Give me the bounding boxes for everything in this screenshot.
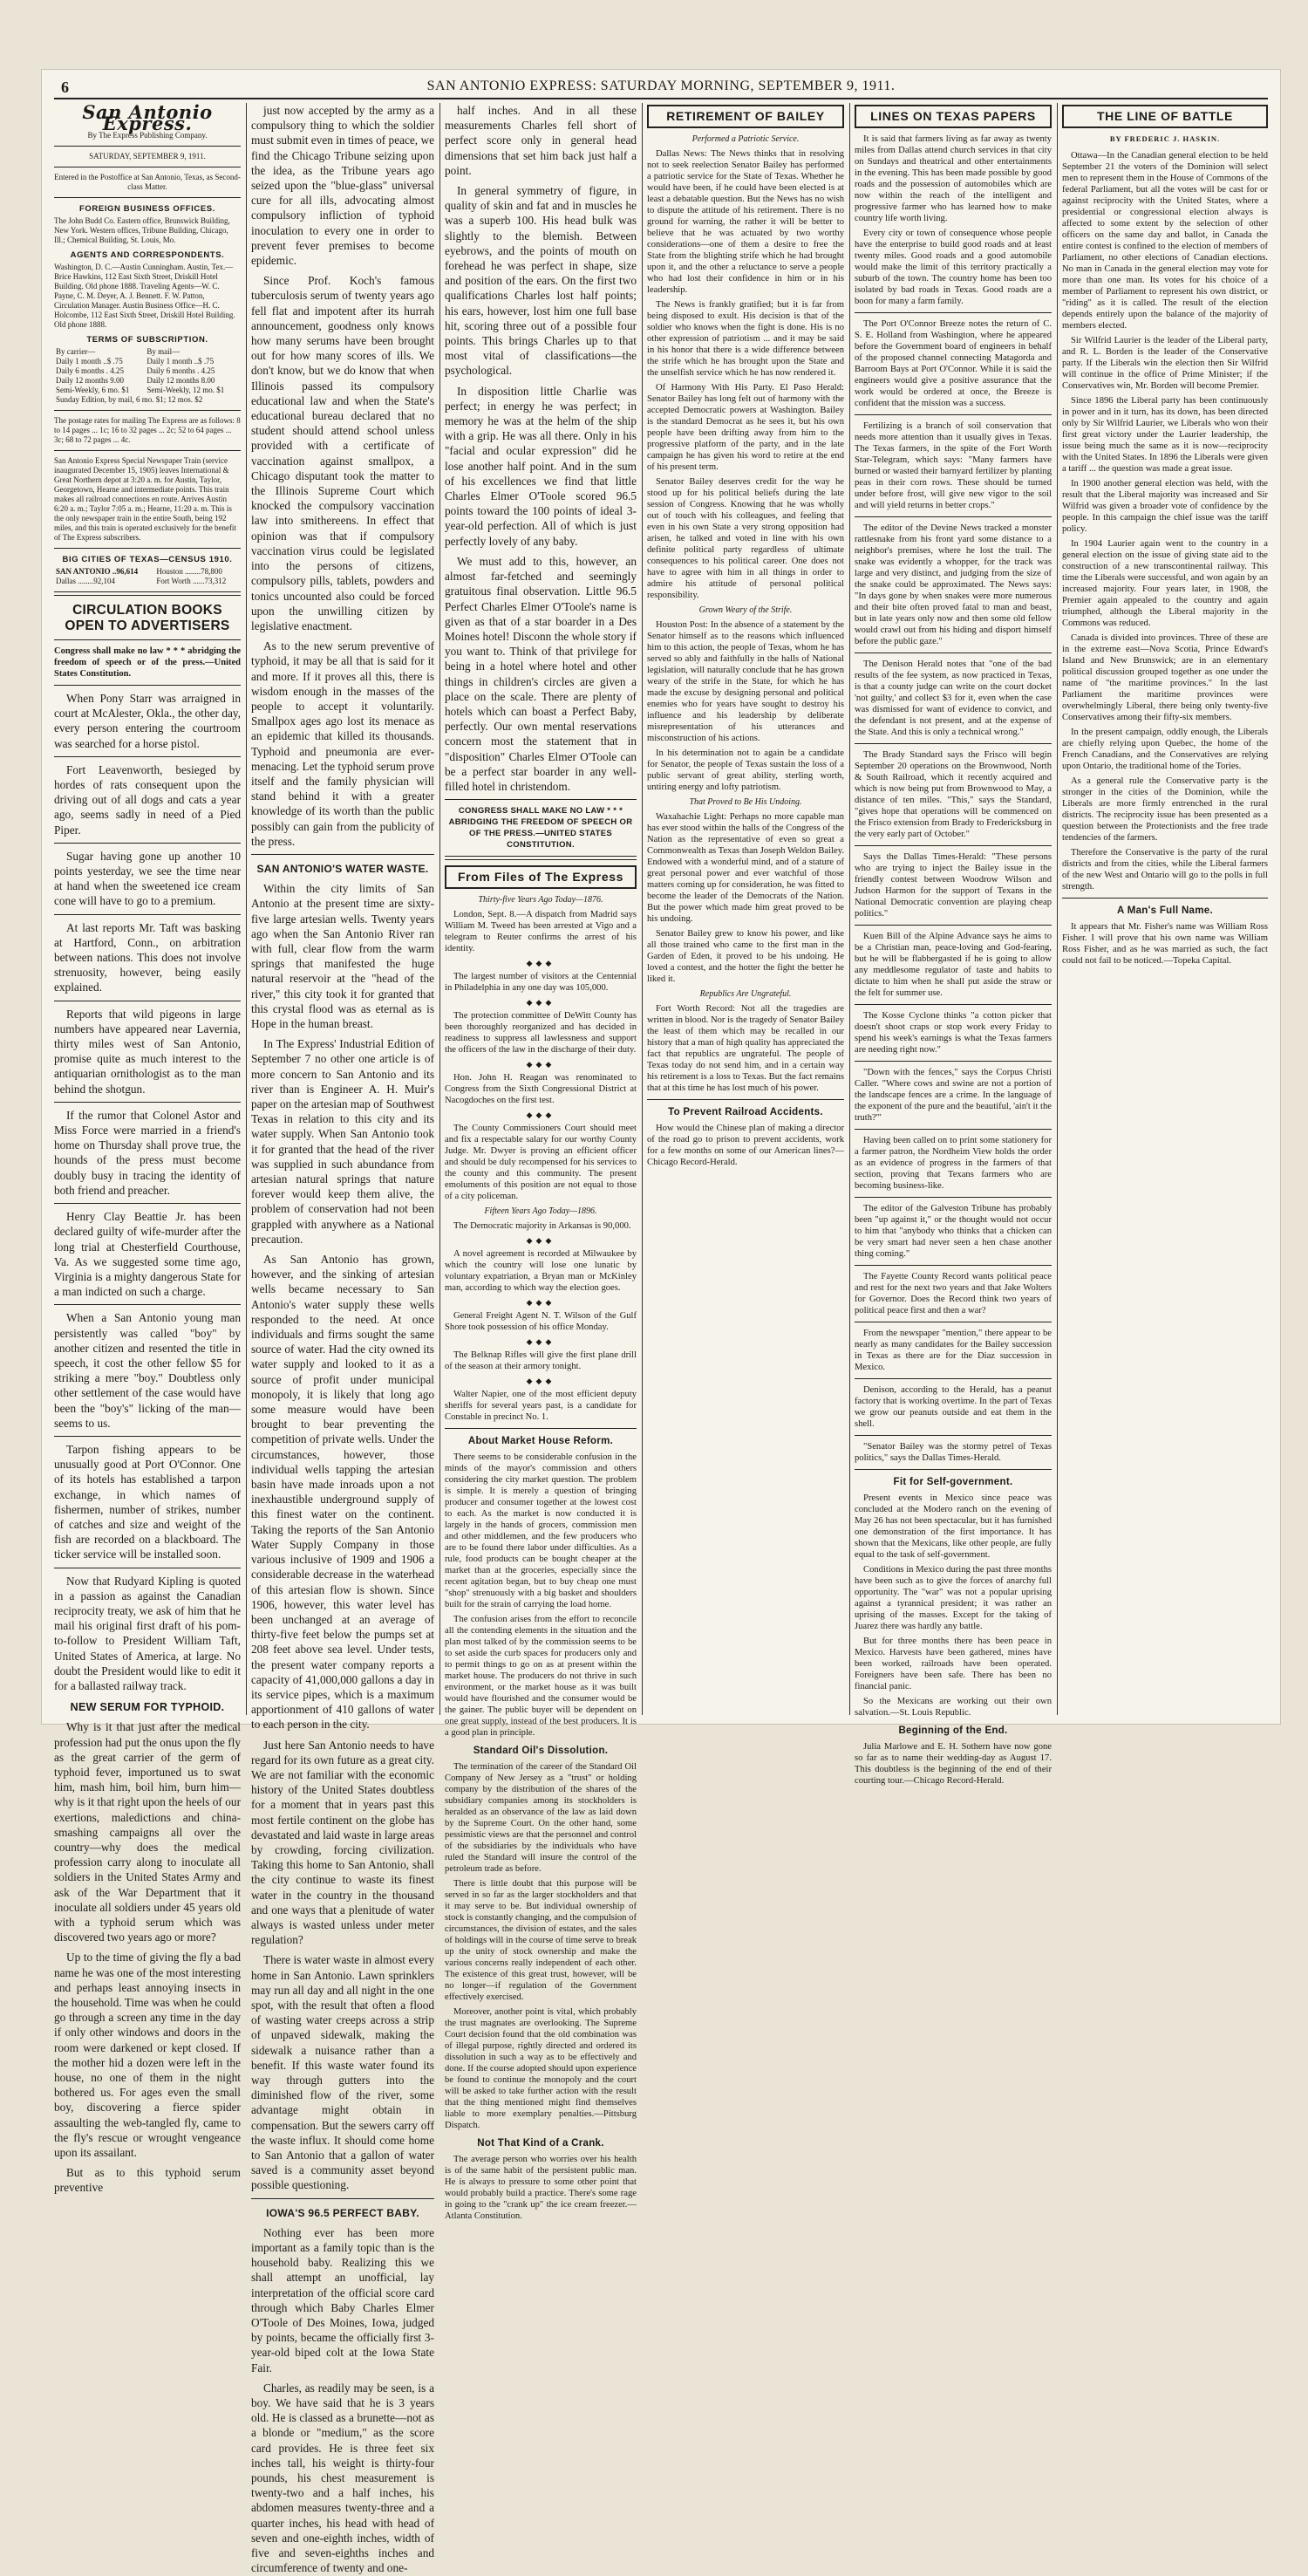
census-heading: BIG CITIES OF TEXAS—CENSUS 1910. — [62, 555, 233, 564]
page-number: 6 — [61, 79, 70, 96]
running-head — [54, 79, 1268, 99]
column-3: half inches. And in all these measurements Charles fell short of perfect score only in general head dimensions that set him back just half a point. In general symmetry of figure, in quality of skin and fat and in muscles he was a superb 100. His head bulk was slightly to the blemish. Between eyebrows, and the points of mouth on forehead he was perfect in shape, size and position of the ears. On the first two qualifications Charles lost half points; his ears, however, lost him one full base hit, scoring three out of a possible four points. This brings Charles up to that most vital of classifications—the psychological. In disposition little Charlie was perfect; in energy he was perfect; in memory he was at the helm of the ship with a grip. He was all there. Only in his "facial and ocular expression" did he lose another half point. And in the sum of his excellences we find that little Charles Elmer O'Toole scored 96.5 points toward the 100 points of ideal 3-year-old perfection. All of which is just perfectly lovely of any baby. We must add to this, however, an almost far-fetched and seemingly gratuitous final observation. Little 96.5 Perfect Charles Elmer O'Toole's name is given as that of a star boarder in a Des Moines hotel! Disconn the whole story if you want to. Think of that privilege for being in a hotel where hotel and other things in children's circles are given a place on the scale. There are plenty of hotels which can boast a Perfect Baby, perfectly. Our own mental reservations concern most the statement that in "disposition" Charles Elmer O'Toole can be a perfect star boarder in any well-filled hotel in christendom. CONGRESS SHALL MAKE NO LAW * * * ABRIDGING THE FREEDOM OF SPEECH OR OF THE PRESS.—UNITED STATES CONSTITUTION. From Files of The Express Thirty-five Years Ago Today—1876. London, Sept. 8.—A dispatch from Madrid says William M. Tweed has been arrested at Vigo and a telegram to Reuter confirms the arrest of his identity. ◆◆◆ The largest number of visitors at the Centennial in Philadelphia in any one day was 105,000. ◆◆◆ The protection committee of DeWitt County has been thoroughly reorganized and has decided in readiness to suppress all lawlessness and support the officers of the law in the discharge of their duty. ◆◆◆ Hon. John H. Reagan was renominated to Congress from the Sixth Congressional District at Nacogdoches on the first test. ◆◆◆ The County Commissioners Court should meet and fix a respectable salary for our worthy County Judge. Mr. Dwyer is proving an efficient officer and should be duly recompensed for his services to the county and this community. The present emoluments of this position are not equal to those of a city policeman. Fifteen Years Ago Today—1896. The Democratic majority in Arkansas is 90,000. ◆◆◆ A novel agreement is recorded at Milwaukee by which the country will lose one lunatic by voluntary expatriation, a Bryan man or McKinley man, according to which way the election goes. ◆◆◆ General Freight Agent N. T. Wilson of the Gulf Shore took possession of his office Monday. ◆◆◆ The Belknap Rifles will give the first plane drill of the season at their armory tonight. ◆◆◆ Walter Napier, one of the most efficient deputy sheriffs for several years past, is a candidate for Constable in precinct No. 1. About Market House Reform. There seems to be considerable confusion in the minds of the mayor's commission and others considering the city market question. The problem is simple. It is merely a question of bringing producer and consumer together at the lowest cost to each. As the market is now conducted it is largely in the hands of grocers, commission men and other middlemen, and the few producers who are to be found there labor under difficulties. As a rule, food products can be bought cheaper at the market than at the groceries, especially since the recent agitation began, but to buy cheap one must "shop" strenuously with a big basket and shoulders built for the strain of carrying the load home. The confusion arises from the effort to reconcile all the contending elements in the situation and the plan most talked of by the commission seems to be to set aside the curb spaces for producers only and to permit things to go on as at present within the market house. The producers do not thrive in such environment, or the market house as it was built would have flourished and the consumer would be the gainer. The public buyer will be dependent on one great supply, instead of the best producers. It is a good plan in principle. Standard Oil's Dissolution. The termination of the career of the Standard Oil Company of New Jersey as a "trust" or holding company by the distribution of the shares of the subsidiary companies among its stockholders is heralded as an observance of the law as laid down by the Supreme Court. On the other hand, some pessimistic views are that the personnel and control of the subsidiaries by the individuals who have ruled the Standard will insure the control of the petroleum trade as before. There is little doubt that this purpose will be served in so far as the larger stockholders and that it may serve to be. But individual ownership of stock is constantly changing, and the compulsion of circumstances, the division of estates, and the sales of holdings will in the course of time serve to break up the unity of stock ownership and make the various concerns really independent of each other. The existence of this great trust, however, will be no longer—if regulation of the Government effectively exercised. Moreover, another point is vital, which probably the trust magnates are overlooking. The Supreme Court decision found that the old combination was of illegal purpose, rightly directed and ordered its dissolution in such a way as to be effectively and done. If the course adopted should upon experience be found to continue the monopoly and the court will be asked to take further action with the result that the thing mentioned might find themselves liable to more exemplary penalties.—Pittsburg Dispatch. Not That Kind of a Crank. The average person who worries over his health is of the same habit of the persistent public man. He is always to pressure to some other point that would probably build a practice. There's some rage in going to the "crank up" the ice cream freezer.—Atlanta Constitution. — [445, 104, 637, 2222]
market-reform-heading: About Market House Reform. — [467, 1436, 614, 1447]
self-government-heading: Fit for Self-government. — [893, 1477, 1013, 1487]
table-row: Daily 1 month ..$ .75 Daily 1 month ..$ .75 — [56, 357, 215, 366]
editorial-paragraphs: When Pony Starr was arraigned in court at McAlester, Okla., the other day, every person entering the courtroom was searched for a horse pistol. Fort Leavenworth, besieged by hordes of rats consequent upon the driving out of all dogs and cats a year ago, seems sadly in need of a Pied Piper. Sugar having gone up another 10 points yesterday, we see the time near at hand when the sweetened ice cream cone will have to go to a premium. At last reports Mr. Taft was basking at Hartford, Conn., on arbitration between nations. This does not involve strenuosity, however, being easily explained. Reports that wild pigeons in large numbers have appeared near Lavernia, thirty miles west of San Antonio, promise quite as much interest to the antiquarian ornithologist as to the man behind the shotgun. If the rumor that Colonel Astor and Miss Force were married in a friend's home on Thursday shall prove true, the hounds of the press must become doubly busy in tracing the identity of both friend and preacher. Henry Clay Beattie Jr. has been declared guilty of wife-murder after the long trial at Chesterfield Courthouse, Va. As we suggested some time ago, Virginia is a mighty dangerous State for a man indicted on such a charge. When a San Antonio young man persistently was called "boy" by another citizen and resented the title in speech, it cost the other fellow $5 for striking a mere "boy." Doubtless only other settlement of the case would have been the "boy's" licking of the man—seems to us. Tarpon fishing appears to be unusually good at Port O'Connor. One of its hotels has established a tarpon exchange, in which names of fishermen, number of strikes, number of catches and size and weight of the fish are recorded on a blackboard. The ticker service will be installed soon. Now that Rudyard Kipling is quoted in a passion as against the Canadian reciprocity treaty, we ask of him that he mail his original first draft of his pom-to-follow to President William Taft, United States of America, at large. No doubt the President would like to edit it for a ballasted railway track. NEW SERUM FOR TYPHOID. Why is it that just after the medical profession had put the onus upon the fly as the great carrier of the germ of typhoid fever, importuned us to swat him, mash him, boil him, burn him—why is it that right upon the heels of our exertions, maledictions and china-smashing campaigns all over the country—why does the medical profession carry along to inoculate all soldiers in the United States Army and ask of the War Department that it inoculate all soldiers under 45 years old with a typhoid serum which was discovered two years ago or more? Up to the time of giving the fly a bad name he was one of the most interesting and perhaps least annoying insects in the household. Time was when he could go through a screen any time in the day if only other windows and doors in the room were darkened or kept closed. If the mother hid a dozen were left in the house, no one of them in the night bothered us. For ages even the small boy, discovering a fierce spider assaulting the web-tangled fly, came to the fly's rescue or wrought vengeance upon its assailant. But as to this typhoid serum preventive — [54, 692, 241, 2195]
agents-heading: AGENTS AND CORRESPONDENTS. — [70, 250, 225, 260]
column-5: LINES ON TEXAS PAPERS It is said that farmers living as far away as twenty miles from Dallas attend church services in that city on Sundays and theatrical and other entertainments in the evening. This has been made possible by good roads and the possession of automobiles which are now within the reach of the intelligent and progressive farmer who has learned how to make country life worth living. Every city or town of consequence whose people have the enterprise to build good roads and at least twenty miles. Good roads and a good automobile would make the limit of this territory practically a suburb of the town. The country home has been too isolated by bad roads in Texas. Good roads are a boon for many a farm family. The Port O'Connor Breeze notes the return of C. S. E. Holland from Washington, where he appeared before the Government board of engineers in behalf of the proposed channel connecting Matagorda and Barroom Bays at Port O'Connor. While it is said the engineers would give a positive assurance that the work would be ordered at once, the Breeze is confident that the mission was a success. Fertilizing is a branch of soil conservation that needs more attention than it usually gives in Texas. The Texas farmers, in the spite of the Fort Worth Star-Telegram, which says: "Many farmers have burned or wasted their barnyard fertilizer by planting peas in their corn rows. These should be turned under before frost, will give new vigor to the soil and will yield returns in better crops." The editor of the Devine News tracked a monster rattlesnake from his front yard some distance to a neighbor's premises, where he lost the trail. The snake was evidently a whopper, for the track was large and very distinct, and judging from the size of the snake could be approximated. The News says: "In days gone by when snakes were more numerous and their bite often proved fatal to man and beast, but in late years only now and then some old fellow would crawl out from his hiding and disport himself before the public gaze." The Denison Herald notes that "one of the bad results of the fee system, as now practiced in Texas, is that a county judge can write on the court docket 'not guilty,' and collect $3 for it, even when the case was dismissed for want of evidence to convict, and the defendant is not present, and at the expense of the State. And this is only a technical wrong." The Brady Standard says the Frisco will begin September 20 operations on the Brownwood, North & South Railroad, which it recently acquired and which is now being put from Brownwood to May, a distance of ten miles. "This," says the Standard, "gives hope that operations will be commenced on the Frisco extension from Brady to Fredericksburg in the very early part of October." Says the Dallas Times-Herald: "These persons who are trying to inject the Bailey issue in the friendly contest between Woodrow Wilson and Judson Harmon for the support of Texans in the National Democratic convention are playing cheap politics." Kuen Bill of the Alpine Advance says he aims to be a Christian man, peace-loving and God-fearing, but he will be flabbergasted if he is going to allow any meddlesome regulator of taste and habits to dictate to him when he shall put aside the straw or the felt for summer use. The Kosse Cyclone thinks "a cotton picker that doesn't shoot craps or stop work every Friday to spend his week's earnings is what the Texas farmers are needing right now." "Down with the fences," says the Corpus Christi Caller. "Where cows and swine are not a portion of the landscape fences are a crime. In the language of the exponent of the pure and the beautiful, 'ain't it the truth?'" Having been called on to print some stationery for a farmer patron, the Nordheim View holds the order as an evidence of progress in the farmers of that section, proving that Texans farmers who are becoming business-like. The editor of the Galveston Tribune has probably been "up against it," or the thought would not occur to him that "anybody who thinks that a chicken can be very smart had never seen a hen chase another thing coming." The Fayette County Record wants political peace and rest for the next two years and that Jake Wolters for Governor. Does the Record think two years of political peace first and then a war? From the newspaper "mention," there appear to be nearly as many candidates for the Bailey succession in Texas as there are for the Diaz succession in Mexico. Denison, according to the Herald, has a peanut factory that is working overtime. In the part of Texas we grow our peanuts outside and eat them in the shell. "Senator Bailey was the stormy petrel of Texas politics," says the Dallas Times-Herald. Fit for Self-government. Present events in Mexico since peace was concluded at the Modero ranch on the evening of May 26 has not been spectacular, but it has furnished one demonstration of the first importance. It has shown that the Mexicans, like other people, are fully equal to the task of self-government. Conditions in Mexico during the past three months have been such as to give the forces of anarchy full opportunity. The "war" was not a popular uprising against a tyrannical president; it was rather an uprising of the masses. Except for the taking of Juarez there was hardly any battle. But for three months there has been peace in Mexico. Harvests have been gathered, mines have been worked, railroads have been operated. Foreigners have been safe. There has been no financial panic. So the Mexicans are working out their own salvation.—St. Louis Republic. Beginning of the End. Julia Marlowe and E. H. Sothern have now gone so far as to name their wedding-day as August 17. This doubtless is the beginning of the end of their courting tour.—Chicago Record-Herald. — [855, 103, 1052, 1715]
water-waste-heading: SAN ANTONIO'S WATER WASTE. — [256, 862, 429, 875]
column-1 — [54, 101, 241, 2195]
beginning-of-end-heading: Beginning of the End. — [898, 1725, 1008, 1736]
running-head-text: SAN ANTONIO EXPRESS: SATURDAY MORNING, SEPTEMBER 9, 1911. — [426, 79, 896, 93]
full-name-heading: A Man's Full Name. — [1117, 905, 1213, 916]
retirement-of-bailey-box: RETIREMENT OF BAILEY — [647, 105, 844, 128]
table-row: SAN ANTONIO ..96,614 Houston ........78,800 — [56, 567, 222, 576]
grown-weary-heading: Grown Weary of the Strife. — [698, 605, 793, 615]
table-row: By carrier— By mail— — [56, 347, 181, 356]
table-row: Dallas ........92,104 Fort Worth ......73,312 — [56, 577, 227, 585]
train-note: San Antonio Express Special Newspaper Train (service inaugurated December 15, 1905) leaves International & Great Northern depot at 3:20 a. m. for Austin, Taylor, Georgetown, Hearne and intermediate points. This train makes all railroad connections en route. Arrives Austin 6:20 a. m.; Taylor 7:05 a. m.; Hearne, 11:20 a. m. This is the only newspaper train in the entire South, being 192 miles, and this train is operated exclusively for the benefit of The Express subscribers. — [54, 456, 236, 542]
undoing-heading: That Proved to Be His Undoing. — [689, 797, 802, 807]
foreign-offices-heading: FOREIGN BUSINESS OFFICES. — [79, 204, 215, 214]
publisher-line: By The Express Publishing Company. — [87, 131, 208, 140]
line-of-battle-box: THE LINE OF BATTLE — [1062, 105, 1268, 128]
from-files-box: From Files of The Express — [445, 865, 637, 889]
standard-oil-heading: Standard Oil's Dissolution. — [473, 1746, 609, 1757]
column-4: RETIREMENT OF BAILEY Performed a Patriotic Service. Dallas News: The News thinks that in resolving not to seek reelection Senator Bailey has performed a patriotic service for the State of Texas. Whether he would have been, if he could have been elected is at least a debatable question. But the News has no wish to dispute the attitude of his retirement. There is no ground for warning, the rather it will be better to believe that he was actuated by two worthy considerations—one of them a desire to free the State from the blighting strife which he had brought upon it, and the other a reluctance to serve a people who had lost their confidence in him or in his leadership. The News is frankly gratified; but it is far from being disposed to exult. His decision is that of the soldier who knows when the fight is done. His is no other expression of patriotism ... and it may be said in his honor that there is a wide difference between the strife which he has brought upon the State and the unselfish service which he has now rendered it. Of Harmony With His Party. El Paso Herald: Senator Bailey has long felt out of harmony with the accepted Democratic powers at Washington. Bailey is the standard Democrat as he sees it, but his own people have been drifting away from him to the progressive platform of the party, and in the late campaign he has given his word to retire at the end of his present term. Senator Bailey deserves credit for the way he stood up for his political beliefs during the late session of Congress. Knowing that he was wholly out of touch with his colleagues, and feeling that even in his own State a very strong opposition had arisen, he talked and voted in line with his own definite political party regardless of ultimate consequences to his political career. One does not have to agree with him in all things in order to admire his attitude of personal political responsibility. Grown Weary of the Strife. Houston Post: In the absence of a statement by the Senator himself as to the reasons which influenced him to this action, the people of Texas, whom he has served so ably and faithfully in the halls of National legislation, will naturally conclude that he has grown weary of the strife in the State, for which he has made the excuse by designing personal and political enemies who for years have sought to destroy his influence and his leadership by deliberate misrepresentation of his utterances and misconstruction of his actions. In his determination not to again be a candidate for Senator, the people of Texas sustain the loss of a public servant of great ability, sterling worth, untiring energy and lofty patriotism. That Proved to Be His Undoing. Waxahachie Light: Perhaps no more capable man has ever stood within the halls of the Congress of the Nation as the representative of even so great a Commonwealth as Texas than Joseph Weldon Bailey. Endowed with a wonderful mind, and of a stature of great personal power and ever watchful of those matters coming up for consideration, he was fitted to become the leader of the Democrats of the Nation. But the power which made him great proved to be his undoing. Senator Bailey grew to know his power, and like all those trained who came to the first man in the Garden of Eden, it proved to be his undoing. He loved a contest, and the hotter the fight the better he liked it. Republics Are Ungrateful. Fort Worth Record: Not all the tragedies are written in blood. Nor is the tragedy of Senator Bailey the least of them which may be recalled in our history that a man of high quality has appreciated the fact that republics are ungrateful. The people of Texas today do not send him, and in a certain way his retirement is a loss to Texas. But the fact remains that at this time he has lost much of his power. To Prevent Railroad Accidents. How would the Chinese plan of making a director of the road go to prison to prevent accidents, work for a few months on some of our American lines?—Chicago Record-Herald. — [647, 103, 844, 1715]
haskin-byline: BY FREDERIC J. HASKIN. — [1109, 134, 1221, 143]
ungrateful-heading: Republics Are Ungrateful. — [699, 989, 792, 999]
census-table — [54, 567, 241, 586]
perfect-baby-heading: IOWA'S 96.5 PERFECT BABY. — [266, 2206, 419, 2219]
patriotic-service-subhead: Performed a Patriotic Service. — [691, 134, 800, 144]
table-row: Semi-Weekly, 6 mo. $1 Semi-Weekly, 12 mo. $1 — [56, 386, 225, 394]
foreign-offices-text: The John Budd Co. Eastern office, Brunswick Building, New York. Western offices, Tribune Building, Chicago, Ill.; Chemical Building, St. Louis, Mo. — [54, 216, 230, 244]
thirty-five-years-heading: Thirty-five Years Ago Today—1876. — [478, 895, 603, 905]
column-2: just now accepted by the army as a compulsory thing to which the soldier must submit even in times of peace, we find the Chicago Tribune seizing upon the idea, as the Tribune years ago seized upon the "blue-glass" universal cure for all ills, advocating almost compulsory infliction of typhoid inoculation to every one in order to prevent fever premises to become epidemic. Since Prof. Koch's famous tuberculosis serum of twenty years ago fell flat and impotent after its hurrah announcement, goodness only knows how many serums have been brought out for how many scores of ills. We don't know, but we do know that when Illinois passed its compulsory educational law and when the State's educational bureau declared that no student should attend school unless provided with a certificate of vaccination against smallpox, a Chicago disputant took the matter to the Illinois Supreme Court which knocked the compulsory vaccination law into smithereens. In effect that opinion was that if compulsory vaccination virus could be legislated into the persons of citizens, compulsory pills, tablets, powders and tonics uncounted also could be forced upon the unwilling citizen by legislative enactment. As to the new serum preventive of typhoid, it may be all that is said for it and more. If it proves all this, there is wisdom enough in the masses of the people to accept it voluntarily. Smallpox ages ago lost its menace as an epidemic that killed its thousands. Typhoid and pneumonia are ever-menacing. Let the typhoid serum prove itself and the family physician will stand behind it with a greater knowledge of its worth than the public possibly can gain from the publicity of the press. SAN ANTONIO'S WATER WASTE. Within the city limits of San Antonio at the present time are sixty-five large artesian wells. Twenty years ago when the San Antonio River ran with full, clear flow from the warm springs that manifested the huge natural reservoir at the "head of the river," this city took it for granted that this crystal flood was as eternal as is Hope in the human breast. In The Express' Industrial Edition of September 7 no other one article is of more concern to San Antonio and its river than is Engineer A. H. Muir's paper on the artesian map of Southwest Texas in relation to this city and its water supply. When San Antonio took it for granted that the head of the river was supplied in such abundance from artesian natural springs that nature forever would keep them alive, the problem of conservation had not been grappled with anywhere as a National precaution. As San Antonio has grown, however, and the sinking of artesian wells became necessary to San Antonio's water supply these wells responded to the need. At once individuals and firms sought the same source of water. Had the city owned its water supply and looked to it as a source of profit under municipal monopoly, it is likely that long ago some measure would have been brought to bear preventing the competition of private wells. Under the circumstances, however, those individual wells tapping the artesian basin have made inroads upon a not inexhaustible underground supply of this finest water on the continent. Taking the reports of the San Antonio Water Supply Company in those various inclusive of 1909 and 1906 a considerable decrease in the waterhead of this artesian flow is shown. Since 1906, however, this water level has been unchanged at an average of thirty-five feet below the pumps set at 208 feet above sea level. Under tests, the present water company reports a capacity of 41,000,000 gallons a day in its service pipes, which is a maximum apportionment of 410 gallons of water to each person in the city. Just here San Antonio needs to have regard for its own future as a great city. We are not familiar with the economic history of the United States doubtless for a moment that in years past this most fertile continent on the globe has devastated and laid waste in large areas by crowding, forcing civilization. Taking this home to San Antonio, shall the city continue to waste its finest water in the country in the thousand and one ways that a plenitude of water always is wasted unless under meter regulation? There is water waste in almost every home in San Antonio. Lawn sprinklers may run all day and all night in the one spot, with the result that often a flood of wasting water creeps across a strip of unpaved sidewalk, making the sidewalk a nuisance rather than a benefit. If this waste water found its way through gutters into the diminished flow of the river, some advantage might obtain in compensation. But the sewers carry off the waste influx. It should come home to San Antonio that a gallon of water saved is a community asset beyond possible questioning. IOWA'S 96.5 PERFECT BABY. Nothing ever has been more important as a family topic than is the household baby. Realizing this we shall attempt an unofficial, lay interpretation of the official score card through which Baby Charles Elmer O'Toole of Des Moines, Iowa, judged by points, became the officially first 3-year-old biped colt at the Iowa State Fair. Charles, as readily may be seen, is a boy. We have said that he is 3 years old. He is classed as a brunette—not as a blonde or "medium," as the score card provides. He is three feet six inches tall, his weight is thirty-four pounds, his chest measurement is twenty-two and a half inches, his abdomen measures twenty-three and a quarter inches, his head with head of seven and one-eighth inches, width of five and seven-eighths inches and circumference of twenty and one- — [251, 104, 434, 2575]
crank-heading: Not That Kind of a Crank. — [477, 2138, 604, 2149]
nameplate: San Antonio Express. — [82, 101, 213, 134]
subscription-table — [54, 347, 241, 405]
postage-note: The postage rates for mailing The Express are as follows: 8 to 14 pages ... 1c; 16 to 32 pages ... 2c; 52 to 64 pages ... 3c; 68 to 72 pages ... 4c. — [54, 416, 241, 444]
column-6: THE LINE OF BATTLE BY FREDERIC J. HASKIN. Ottawa—In the Canadian general election to be held September 21 the voters of the Dominion will select men to represent them in the House of Commons of the federal Parliament, but all the votes will be cast for or against reciprocity with the United States, where a presidential or congressional election always is affected to some extent by the selection of other officers on the same day and ballot, in Canada the entire contest is confined to the election of members of Parliament, no other elections of Canadian elections. No man in Canada in the general election may vote for more than one man. Its votes for his choice of a member of Parliament to represent his own district, or "riding" as it is called. The result of the election depends entirely upon the balance of the majority of members elected. Sir Wilfrid Laurier is the leader of the Liberal party, and R. L. Borden is the leader of the Conservative party. If the Liberals win the election then Sir Wilfrid will continue in the office of Prime Minister; if the Conservatives win, Mr. Borden will become Premier. Since 1896 the Liberal party has been continuously in power and in it turn, has its down, has been directed only by Sir Wilfrid Laurier, we Liberals who won their first great victory under the Laurier leadership, the issue being much the same as it is now—reciprocity with the United States. In 1896 the Liberals were given a tariff ... the question was made a great issue. In 1900 another general election was held, with the result that the Liberal majority was increased and Sir Wilfrid was given a broader vote of confidence by the people. In this campaign the chief issue was the tariff policy. In 1904 Laurier again went to the country in a general election on the issue of giving state aid to the construction of a new transcontinental railway. This time the Liberals were successful, and won again by an increased majority. Four years later, in 1908, the Premier again appealed to the country and again triumphed, although the Liberal majority in the Commons was reduced. Canada is divided into provinces. Three of these are in the extreme east—Nova Scotia, Prince Edward's Island and New Brunswick; are in an elementary political discussion grouped together as one under the name of "the maritime provinces." In the last Parliament the maritime provinces were overwhelmingly Liberal, there being only twenty-five Conservatives among their fifty-six members. In the present campaign, oddly enough, the Liberals are chiefly relying upon Quebec, the home of the French Canadians, and the Conservatives are relying upon Ontario, the traditional home of the Tories. As a general rule the Conservative party is the stronger in the cities of the Dominion, while the Liberals are more firmly entrenched in the rural districts. The reciprocity issue has been presented as a question between the Protectionists and the free trade tendencies of the farmers. Therefore the Conservative is the party of the rural districts and from the cities, while the Liberal farmers of the new West and Ontario will go to the polls in full strength. A Man's Full Name. It appears that Mr. Fisher's name was William Ross Fisher. I will prove that his own name was William Ross Fisher, and as he was married as such, the fact could not fail to be noticed.—Topeka Capital. — [1062, 103, 1268, 1715]
fifteen-years-heading: Fifteen Years Ago Today—1896. — [484, 1206, 597, 1217]
table-row: Daily 12 months 9.00 Daily 12 months 8.00 — [56, 376, 215, 385]
constitution-motto-caps: CONGRESS SHALL MAKE NO LAW * * * ABRIDGING THE FREEDOM OF SPEECH OR OF THE PRESS.—UNITED STATES CONSTITUTION. — [448, 806, 633, 851]
table-row: Sunday Edition, by mail, 6 mo. $1; 12 mos. $2 — [56, 395, 203, 404]
table-row: Daily 6 months . 4.25 Daily 6 months . 4.25 — [56, 366, 215, 375]
lines-on-texas-papers-box: LINES ON TEXAS PAPERS — [855, 105, 1052, 128]
newspaper-page — [42, 70, 1280, 2575]
agents-text: Washington, D. C.—Austin Cunningham. Austin, Tex.—Brice Hawkins, 112 East Sixth Street, Driskill Hotel Building. Old phone 1888. Traveling Agents—W. C. Payne, C. M. Deyer, A. J. Bennett. F. W. Patton, Circulation Manager. Austin Business Office—H. C. Holcombe, 112 East Sixth Street, Driskill Hotel Building. Old phone 1888. — [54, 263, 235, 329]
terms-heading: TERMS OF SUBSCRIPTION. — [86, 335, 208, 345]
serum-heading: NEW SERUM FOR TYPHOID. — [70, 1701, 225, 1714]
postal-entry: Entered in the Postoffice at San Antonio, Texas, as Second-class Matter. — [54, 173, 241, 191]
constitution-motto: Congress shall make no law * * * abridging the freedom of speech or of the press.—United States Constitution. — [54, 646, 241, 679]
railroad-accidents-heading: To Prevent Railroad Accidents. — [668, 1107, 823, 1117]
issue-dateline: SATURDAY, SEPTEMBER 9, 1911. — [89, 152, 206, 161]
circulation-heading: CIRCULATION BOOKS OPEN TO ADVERTISERS — [65, 603, 230, 633]
